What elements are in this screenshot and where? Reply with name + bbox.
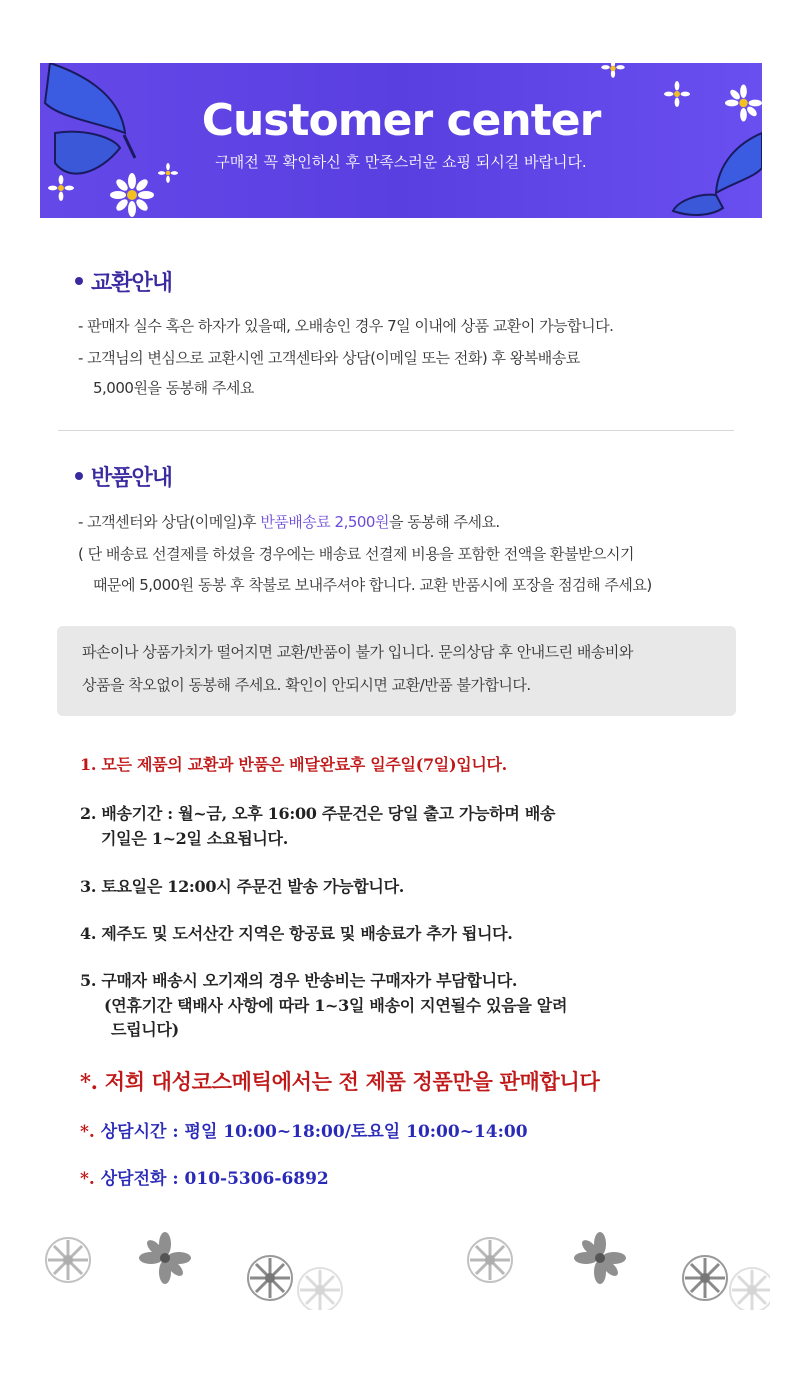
consult-hours	[80, 1117, 528, 1142]
rule-5c: 드립니다)	[111, 1020, 179, 1039]
notice-box	[57, 626, 736, 716]
return-line-1	[78, 511, 500, 532]
divider	[58, 430, 734, 431]
genuine-notice: *. 저희 대성코스메틱에서는 전 제품 정품만을 판매합니다	[80, 1069, 600, 1094]
rule-5b: (연휴기간 택배사 사항에 따라 1~3일 배송이 지연될수 있음을 알려	[104, 996, 568, 1015]
phone-text: 상담전화 : 010-5306-6892	[94, 1169, 329, 1189]
return-heading	[75, 461, 172, 492]
return-line-2: ( 단 배송료 선결제를 하셨을 경우에는 배송료 선결제 비용을 포함한 전액을 환불받으시기	[78, 545, 634, 563]
rule-4: 4. 제주도 및 도서산간 지역은 항공료 및 배송료가 추가 됩니다.	[80, 924, 513, 943]
return-fee-highlight: 반품배송료 2,500원	[260, 513, 389, 531]
bullet-icon	[75, 277, 83, 285]
return-line-1-post: 을 동봉해 주세요.	[388, 513, 500, 531]
return-title: 반품안내	[91, 466, 173, 491]
notice-line-2: 상품을 착오없이 동봉해 주세요. 확인이 안되시면 교환/반품 불가합니다.	[82, 676, 531, 694]
exchange-heading	[75, 266, 172, 297]
rule-1: 1. 모든 제품의 교환과 반품은 배달완료후 일주일(7일)입니다.	[80, 755, 507, 774]
return-line-3: 때문에 5,000원 동봉 후 착불로 보내주셔야 합니다. 교환 반품시에 포장을 점검해 주세요)	[93, 576, 652, 594]
notice-line-1: 파손이나 상품가치가 떨어지면 교환/반품이 불가 입니다. 문의상담 후 안내드린 배송비와	[82, 643, 633, 661]
flower-pattern-footer	[40, 1230, 770, 1310]
exchange-line-2: - 고객님의 변심으로 교환시엔 고객센타와 상담(이메일 또는 전화) 후 왕복배송료	[78, 349, 580, 367]
return-line-1-pre: - 고객센터와 상담(이메일)후	[78, 513, 261, 531]
exchange-title: 교환안내	[91, 271, 173, 296]
daisy-icon	[110, 173, 154, 217]
hours-text: 상담시간 : 평일 10:00~18:00/토요일 10:00~14:00	[94, 1122, 528, 1142]
banner-subtitle: 구매전 꼭 확인하신 후 만족스러운 쇼핑 되시길 바랍니다.	[215, 153, 587, 171]
hours-star: *.	[80, 1122, 95, 1142]
bullet-icon	[75, 472, 83, 480]
banner-title: Customer center	[201, 95, 601, 146]
rule-2b: 기일은 1~2일 소요됩니다.	[101, 829, 288, 848]
daisy-icon	[48, 175, 74, 201]
phone-star: *.	[80, 1169, 95, 1189]
exchange-line-1: - 판매자 실수 혹은 하자가 있을때, 오배송인 경우 7일 이내에 상품 교환이 가능합니다.	[78, 317, 614, 335]
daisy-icon	[600, 63, 626, 79]
rule-5a: 5. 구매자 배송시 오기재의 경우 반송비는 구매자가 부담합니다.	[80, 971, 518, 990]
consult-phone	[80, 1164, 329, 1189]
rule-3: 3. 토요일은 12:00시 주문건 발송 가능합니다.	[80, 877, 405, 896]
rule-2a: 2. 배송기간 : 월~금, 오후 16:00 주문건은 당일 출고 가능하며 배송	[80, 804, 556, 823]
exchange-line-3: 5,000원을 동봉해 주세요	[93, 379, 254, 397]
